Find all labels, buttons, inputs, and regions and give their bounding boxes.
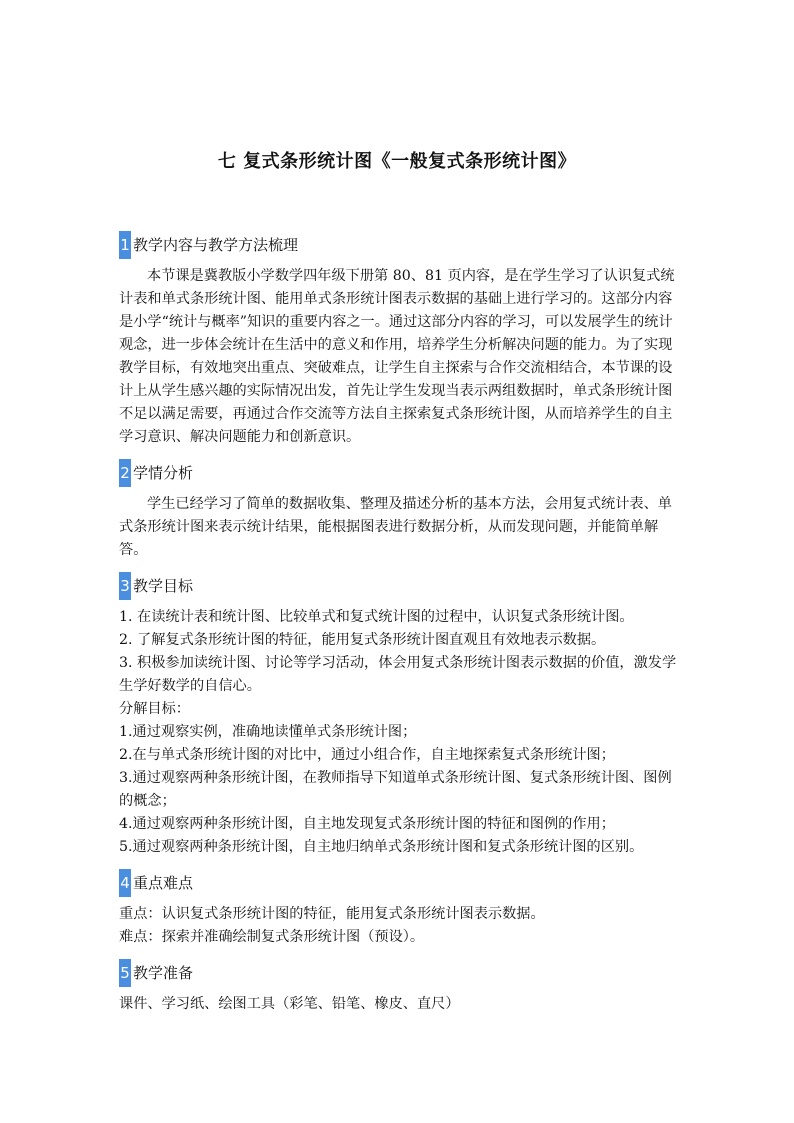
section-title: 学情分析 (133, 464, 194, 482)
sub-goal-item: 4.通过观察两种条形统计图，自主地发现复式条形统计图的特征和图例的作用； (119, 816, 615, 832)
goal-item: 2. 了解复式条形统计图的特征，能用复式条形统计图直观且有效地表示数据。 (119, 632, 606, 648)
section-number-badge: 3 (119, 572, 131, 600)
section-4-heading (119, 869, 679, 897)
section-2-paragraph: 学生已经学习了简单的数据收集、整理及描述分析的基本方法，会用复式统计表、单式条形统计图来表示统计结果，能根据图表进行数据分析，从而发现问题，并能简单解答。 (119, 496, 672, 558)
section-title: 重点难点 (133, 874, 194, 892)
sub-goal-item: 1.通过观察实例，准确地读懂单式条形统计图； (119, 724, 417, 740)
goal-item: 1. 在读统计表和统计图、比较单式和复式统计图的过程中，认识复式条形统计图。 (119, 609, 634, 625)
sub-goals-heading: 分解目标： (119, 701, 190, 717)
section-1-paragraph: 本节课是冀教版小学数学四年级下册第 80、81 页内容，是在学生学习了认识复式统计表和单式条形统计图、能用单式条形统计图表示数据的基础上进行学习的。这部分内容是小学“统计与概率”知识的重要内容之一。通过这部分内容的学习，可以发展学生的统计观念，进一步体会统计在生活中的意义和作用，培养学生分析解决问题的能力。为了实现教学目标，有效地突出重点、突破难点，让学生自主探索与合作交流相结合，本节课的设计上从学生感兴趣的实际情况出发，首先让学生发现当表示两组数据时，单式条形统计图不足以满足需要，再通过合作交流等方法自主探索复式条形统计图，从而培养学生的自主学习意识、解决问题能力和创新意识。 (119, 268, 675, 445)
section-number-badge: 4 (119, 869, 131, 897)
sub-goal-item: 5.通过观察两种条形统计图，自主地归纳单式条形统计图和复式条形统计图的区别。 (119, 839, 644, 855)
page-title: 七 复式条形统计图《一般复式条形统计图》 (217, 151, 577, 172)
section-number-badge: 2 (119, 459, 131, 487)
sub-goal-item: 3.通过观察两种条形统计图，在教师指导下知道单式条形统计图、复式条形统计图、图例的概念； (119, 770, 672, 809)
section-title: 教学目标 (133, 577, 194, 595)
section-number-badge: 1 (119, 231, 131, 259)
section-3-heading (119, 572, 679, 600)
goal-item: 3. 积极参加读统计图、讨论等学习活动，体会用复式条形统计图表示数据的价值，激发学生学好数学的自信心。 (119, 655, 677, 694)
section-2-heading (119, 459, 679, 487)
section-5-heading (119, 959, 679, 987)
document-body (119, 229, 679, 1016)
section-title: 教学内容与教学方法梳理 (133, 236, 299, 254)
section-1-heading (119, 231, 679, 259)
section-title: 教学准备 (133, 964, 194, 982)
section-number-badge: 5 (119, 959, 131, 987)
difficulty-point: 难点：探索并准确绘制复式条形统计图（预设）。 (119, 929, 425, 945)
sub-goal-item: 2.在与单式条形统计图的对比中，通过小组合作，自主地探索复式条形统计图； (119, 747, 615, 763)
preparation-list: 课件、学习纸、绘图工具（彩笔、铅笔、橡皮、直尺） (119, 996, 460, 1012)
key-point: 重点：认识复式条形统计图的特征，能用复式条形统计图表示数据。 (119, 906, 545, 922)
